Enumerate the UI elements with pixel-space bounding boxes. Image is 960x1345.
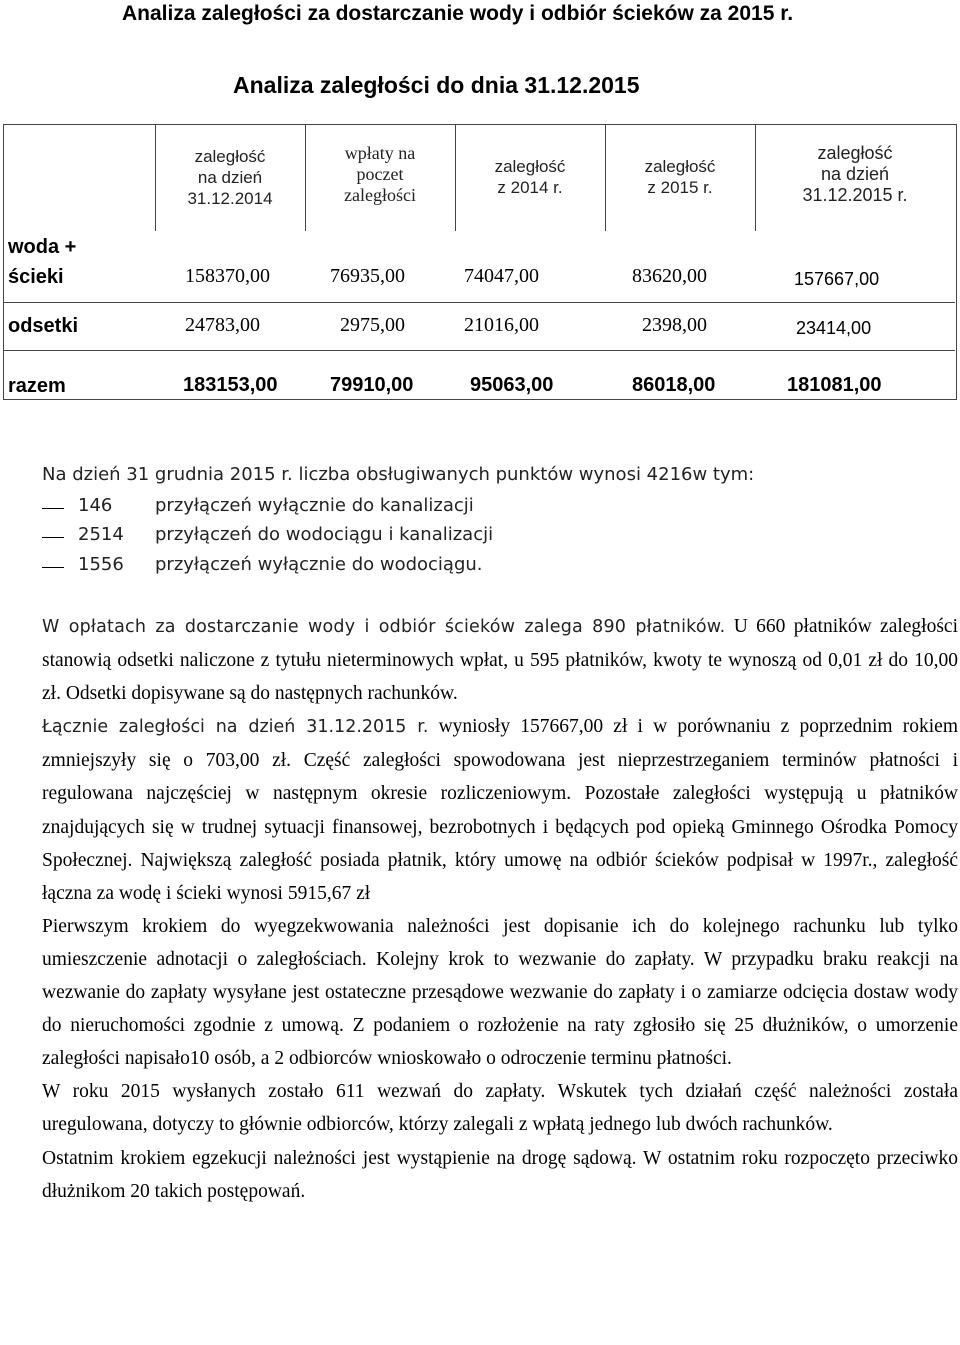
- header-divider: [155, 124, 156, 231]
- row-label: razem: [8, 375, 66, 397]
- column-header: zaległość z 2015 r.: [644, 157, 716, 197]
- paragraph: Ostatnim krokiem egzekucji należności jest wystąpienie na drogę sądową. W ostatnim roku rozpoczęto przeciwko dłużnikom 20 takich postępowań.: [42, 1147, 958, 1202]
- table-cell: 2398,00: [642, 314, 707, 336]
- points-count: 1556: [78, 554, 124, 575]
- header-divider: [455, 124, 456, 231]
- table-cell: 79910,00: [330, 374, 414, 396]
- column-header: zaległość na dzień 31.12.2014: [187, 147, 273, 208]
- header-divider: [605, 124, 606, 231]
- row-divider: [3, 302, 955, 303]
- document-title: Analiza zaległości za dostarczanie wody i odbiór ścieków za 2015 r.: [122, 2, 794, 25]
- paragraph: W roku 2015 wysłanych zostało 611 wezwań do zapłaty. Wskutek tych działań część należności została uregulowana, dotyczy to głównie odbiorców, którzy zalegali z wpłatą jednego lub dwóch rachunków.: [42, 1081, 958, 1136]
- table-cell: 74047,00: [464, 265, 539, 287]
- table-cell: 86018,00: [632, 374, 716, 396]
- table-cell: 23414,00: [796, 318, 872, 338]
- row-label: odsetki: [8, 315, 79, 337]
- paragraph: Pierwszym krokiem do wyegzekwowania należności jest dopisanie ich do kolejnego rachunku lub tylko umieszczenie adnotacji o zaległościach. Kolejny krok to wezwanie do zapłaty. W przypadku braku reakcji na wezwanie do zapłaty wysyłane jest ostateczne przesądowe wezwanie do zapłaty i o zamiarze odcięcia dostaw wody do nieruchomości zgodnie z umową. Z podaniem o rozłożenie na raty zgłosiło się 25 dłużników, o umorzenie zaległości napisało10 osób, a 2 odbiorców wnioskowało o odroczenie terminu płatności.: [42, 915, 958, 1070]
- header-divider: [305, 124, 306, 231]
- paragraph: W opłatach za dostarczanie wody i odbiór ścieków zalega 890 płatników. U 660 płatników zaległości stanowią odsetki naliczone z tytułu nieterminowych wpłat, u 595 płatników, kwoty te wynoszą od 0,01 zł do 10,00 zł. Odsetki dopisywane są do następnych rachunków.: [42, 616, 958, 705]
- row-divider: [3, 350, 955, 351]
- row-label: woda + ścieki: [8, 236, 77, 288]
- points-text: przyłączeń do wodociągu i kanalizacji: [155, 524, 494, 545]
- points-text: przyłączeń wyłącznie do wodociągu.: [155, 554, 483, 575]
- points-text: przyłączeń wyłącznie do kanalizacji: [155, 495, 474, 516]
- points-count: 146: [78, 495, 113, 516]
- paragraph: Łącznie zaległości na dzień 31.12.2015 r. wyniosły 157667,00 zł i w porównaniu z poprzednim rokiem zmniejszyły się o 703,00 zł. Część zaległości spowodowana jest nieprzestrzeganiem terminów płatności i regulowana najczęściej w następnym okresie rozliczeniowym. Pozostałe zaległości występują u płatników znajdujących się w trudnej sytuacji finansowej, bezrobotnych i będących pod opieką Gminnego Ośrodka Pomocy Społecznej. Największą zaległość posiada płatnik, który umowę na odbiór ścieków podpisał w 1997r., zaległość łączna za wodę i ścieki wynosi 5915,67 zł: [42, 716, 958, 904]
- table-cell: 2975,00: [340, 314, 405, 336]
- table-cell: 183153,00: [183, 374, 278, 396]
- table-cell: 95063,00: [470, 374, 554, 396]
- table-cell: 157667,00: [794, 269, 880, 289]
- dash-bullet: [42, 567, 64, 568]
- column-header: zaległość na dzień 31.12.2015 r.: [802, 143, 908, 205]
- table-cell: 158370,00: [185, 265, 270, 287]
- column-header: zaległość z 2014 r.: [494, 157, 566, 197]
- header-divider: [755, 124, 756, 231]
- dash-bullet: [42, 508, 64, 509]
- points-count: 2514: [78, 524, 124, 545]
- body-text: [4, 610, 958, 1208]
- table-cell: 24783,00: [185, 314, 260, 336]
- table-cell: 21016,00: [464, 314, 539, 336]
- dash-bullet: [42, 537, 64, 538]
- analysis-subtitle: Analiza zaległości do dnia 31.12.2015: [233, 72, 640, 98]
- points-intro: Na dzień 31 grudnia 2015 r. liczba obsługiwanych punktów wynosi 4216w tym:: [42, 464, 755, 485]
- column-header: wpłaty na poczet zaległości: [344, 143, 416, 205]
- table-cell: 181081,00: [787, 374, 882, 396]
- table-cell: 76935,00: [330, 265, 405, 287]
- table-cell: 83620,00: [632, 265, 707, 287]
